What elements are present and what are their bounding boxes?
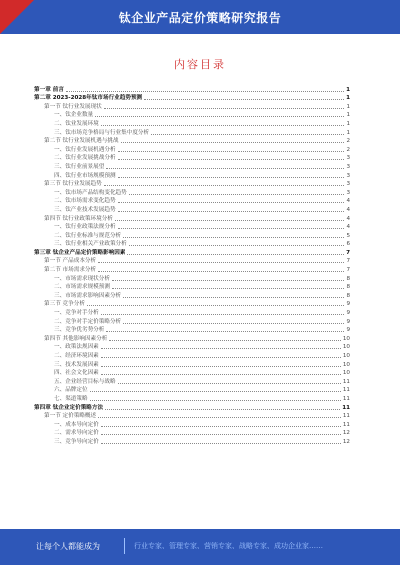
toc-entry-title: 三、钛市场竞争格局与行业集中度分析 [54, 129, 150, 136]
toc-page-number: 2 [346, 146, 350, 153]
toc-entry[interactable] [34, 119, 350, 128]
toc-entry-title: 第二节 钛行业发展机遇与挑战 [44, 138, 119, 145]
toc-dot-leader [101, 425, 341, 427]
toc-page-number: 9 [346, 310, 350, 317]
toc-entry-title: 四、钛行业市场规模预测 [54, 172, 116, 179]
toc-page-number: 9 [346, 327, 350, 334]
toc-dot-leader [105, 408, 340, 410]
toc-dot-leader [118, 382, 341, 384]
toc-page-number: 7 [346, 258, 350, 265]
toc-dot-leader [118, 227, 345, 229]
toc-page-number: 12 [342, 430, 350, 437]
toc-entry-title: 第四章 钛企业定价策略方法 [34, 404, 104, 411]
toc-page-number: 8 [346, 284, 350, 291]
toc-entry[interactable] [34, 137, 350, 146]
toc-page-number: 2 [346, 138, 350, 145]
toc-entry-title: 第一章 前言 [34, 86, 64, 93]
toc-entry-title: 六、品牌定位 [54, 387, 88, 394]
toc-dot-leader [106, 330, 344, 332]
toc-dot-leader [101, 442, 341, 444]
toc-entry-title: 一、成本导向定价 [54, 421, 99, 428]
footer-divider [124, 538, 125, 554]
toc-entry[interactable] [34, 265, 350, 274]
toc-entry[interactable] [34, 412, 350, 421]
toc-entry[interactable] [34, 231, 350, 240]
toc-dot-leader [151, 133, 344, 135]
toc-dot-leader [101, 373, 341, 375]
toc-entry-title: 第一节 产品成本分析 [44, 258, 97, 265]
toc-entry[interactable] [34, 334, 350, 343]
toc-page-number: 5 [346, 232, 350, 239]
toc-page-number: 10 [342, 344, 350, 351]
toc-entry[interactable] [34, 85, 350, 94]
toc-entry-title: 二、需求导向定价 [54, 430, 99, 437]
toc-entry-title: 二、钛行业标准与规范分析 [54, 232, 122, 239]
toc-entry-title: 七、渠道策略 [54, 395, 88, 402]
toc-entry[interactable] [34, 377, 350, 386]
toc-dot-leader [101, 347, 341, 349]
toc-page-number: 1 [346, 120, 350, 127]
toc-dot-leader [109, 339, 341, 341]
toc-dot-leader [118, 210, 345, 212]
toc-dot-leader [118, 176, 345, 178]
toc-page-number: 7 [346, 249, 350, 256]
toc-entry[interactable] [34, 326, 350, 335]
toc-entry-title: 四、社会文化因素 [54, 370, 99, 377]
toc-entry[interactable] [34, 343, 350, 352]
toc-entry[interactable] [34, 111, 350, 120]
toc-entry[interactable] [34, 240, 350, 249]
toc-dot-leader [127, 253, 344, 255]
toc-entry-title: 三、钛产业技术发展趋势 [54, 206, 116, 213]
toc-entry-title: 第二节 市场需求分析 [44, 267, 97, 274]
toc-entry[interactable] [34, 437, 350, 446]
toc-dot-leader [129, 193, 345, 195]
toc-dot-leader [90, 390, 341, 392]
toc-entry[interactable] [34, 403, 350, 412]
toc-page-number: 4 [346, 215, 350, 222]
toc-page-number: 6 [346, 241, 350, 248]
toc-dot-leader [98, 261, 344, 263]
toc-page-number: 3 [346, 172, 350, 179]
footer-slogan: 让每个人都能成为 [36, 542, 100, 551]
toc-page-number: 9 [346, 318, 350, 325]
toc-dot-leader [98, 270, 344, 272]
table-of-contents [34, 85, 350, 446]
toc-entry-title: 三、钛行业前景展望 [54, 163, 105, 170]
toc-page-number: 4 [346, 206, 350, 213]
toc-page-number: 10 [342, 353, 350, 359]
toc-entry-title: 二、竞争对手定价策略分析 [54, 318, 122, 325]
toc-entry-title: 三、市场需求影响因素分析 [54, 292, 122, 299]
toc-entry[interactable] [34, 369, 350, 378]
footer-banner [0, 529, 400, 565]
toc-entry-title: 一、竞争对手分析 [54, 310, 99, 317]
report-title: 钛企业产品定价策略研究报告 [118, 11, 282, 25]
toc-entry[interactable] [34, 188, 350, 197]
toc-dot-leader [106, 167, 344, 169]
toc-page-number: 3 [346, 181, 350, 188]
toc-entry[interactable] [34, 300, 350, 309]
toc-entry-title: 二、钛市场需求变化趋势 [54, 198, 116, 205]
toc-entry-title: 第三章 钛企业产品定价策略影响因素 [34, 249, 126, 256]
toc-entry-title: 二、市场需求规模预测 [54, 284, 110, 291]
toc-heading: 内容目录 [174, 58, 226, 71]
toc-entry[interactable] [34, 128, 350, 137]
toc-page-number: 11 [342, 413, 350, 420]
toc-page-number: 4 [346, 198, 350, 205]
toc-entry-title: 三、钛行业相关产业政策分析 [54, 241, 127, 248]
toc-dot-leader [101, 356, 341, 358]
toc-dot-leader [104, 107, 345, 109]
toc-page-number: 3 [346, 189, 350, 196]
toc-entry-title: 第四节 其他影响因素分析 [44, 335, 108, 342]
toc-page-number: 7 [346, 267, 350, 274]
toc-page-number: 1 [346, 86, 350, 93]
toc-entry[interactable] [34, 214, 350, 223]
footer-tagline: 行业专家、管理专家、营销专家、战略专家、成功企业家…… [134, 542, 323, 550]
toc-page-number: 1 [346, 95, 350, 102]
toc-page-number: 10 [342, 361, 350, 368]
toc-dot-leader [118, 150, 345, 152]
toc-page-number: 11 [342, 378, 350, 385]
toc-dot-leader [101, 124, 345, 126]
toc-dot-leader [101, 365, 341, 367]
toc-entry[interactable] [34, 257, 350, 266]
toc-page-number: 9 [346, 301, 350, 308]
toc-entry-title: 第四节 钛行业政策环境分析 [44, 215, 113, 222]
toc-entry-title: 五、企业经营目标与战略 [54, 378, 116, 385]
toc-dot-leader [123, 296, 344, 298]
toc-page-number: 12 [342, 438, 350, 445]
toc-entry-title: 二、钛业发展环境 [54, 120, 99, 127]
toc-entry[interactable] [34, 145, 350, 154]
toc-page-number: 8 [346, 292, 350, 299]
toc-dot-leader [66, 90, 344, 92]
toc-dot-leader [118, 158, 345, 160]
toc-dot-leader [118, 201, 345, 203]
toc-page-number: 11 [342, 404, 350, 411]
toc-entry[interactable] [34, 205, 350, 214]
toc-entry-title: 一、钛市场产品结构变化趋势 [54, 189, 127, 196]
toc-entry-title: 一、钛企业数量 [54, 112, 94, 119]
toc-entry-title: 二、经济环境因素 [54, 353, 99, 359]
toc-dot-leader [121, 141, 345, 143]
toc-entry[interactable] [34, 94, 350, 103]
toc-entry[interactable] [34, 102, 350, 111]
toc-entry[interactable] [34, 154, 350, 163]
toc-entry-title: 第三节 竞争分析 [44, 301, 85, 308]
toc-page-number: 1 [346, 112, 350, 119]
toc-entry-title: 第二章 2023-2028年钛市场行业趋势预测 [34, 95, 143, 102]
toc-entry[interactable] [34, 283, 350, 292]
toc-entry[interactable] [34, 274, 350, 283]
toc-entry[interactable] [34, 360, 350, 369]
toc-page-number: 11 [342, 387, 350, 394]
toc-entry-title: 一、钛行业政策法规分析 [54, 224, 116, 231]
toc-entry[interactable] [34, 429, 350, 438]
toc-dot-leader [112, 287, 344, 289]
toc-entry[interactable] [34, 351, 350, 360]
toc-dot-leader [123, 236, 344, 238]
toc-dot-leader [101, 433, 341, 435]
toc-page-number: 11 [342, 421, 350, 428]
toc-entry[interactable] [34, 291, 350, 300]
toc-entry[interactable] [34, 223, 350, 232]
toc-entry-title: 二、钛行业发展挑战分析 [54, 155, 116, 162]
toc-dot-leader [112, 279, 344, 281]
toc-page-number: 4 [346, 224, 350, 231]
toc-entry-title: 一、政策法规因素 [54, 344, 99, 351]
toc-entry[interactable] [34, 394, 350, 403]
toc-entry-title: 三、竞争优劣势分析 [54, 327, 105, 334]
toc-dot-leader [104, 184, 345, 186]
toc-entry-title: 一、钛行业发展机遇分析 [54, 146, 116, 153]
toc-entry-title: 一、市场需求现状分析 [54, 275, 110, 282]
toc-page-number: 10 [342, 370, 350, 377]
toc-entry[interactable] [34, 171, 350, 180]
toc-page-number: 3 [346, 155, 350, 162]
toc-entry[interactable] [34, 197, 350, 206]
toc-entry-title: 三、竞争导向定价 [54, 438, 99, 445]
toc-entry[interactable] [34, 308, 350, 317]
toc-page-number: 1 [346, 103, 350, 110]
toc-entry-title: 三、技术发展因素 [54, 361, 99, 368]
toc-entry-title: 第一节 定价策略概述 [44, 413, 97, 420]
toc-dot-leader [98, 416, 341, 418]
toc-dot-leader [90, 399, 341, 401]
toc-entry[interactable] [34, 386, 350, 395]
header-banner [0, 0, 400, 34]
toc-dot-leader [101, 313, 345, 315]
toc-entry[interactable] [34, 420, 350, 429]
toc-entry-title: 第三节 钛行业发展趋势 [44, 181, 102, 188]
toc-dot-leader [123, 322, 344, 324]
toc-entry[interactable] [34, 317, 350, 326]
toc-page-number: 8 [346, 275, 350, 282]
toc-page-number: 10 [342, 335, 350, 342]
toc-page-number: 11 [342, 395, 350, 402]
toc-dot-leader [144, 98, 344, 100]
toc-page-number: 1 [346, 129, 350, 136]
toc-entry[interactable] [34, 162, 350, 171]
toc-dot-leader [95, 115, 344, 117]
toc-dot-leader [87, 304, 345, 306]
toc-entry[interactable] [34, 180, 350, 189]
toc-dot-leader [129, 244, 345, 246]
toc-page-number: 3 [346, 163, 350, 170]
toc-entry[interactable] [34, 248, 350, 257]
toc-entry-title: 第一节 钛行业发展现状 [44, 103, 102, 110]
toc-dot-leader [115, 219, 345, 221]
